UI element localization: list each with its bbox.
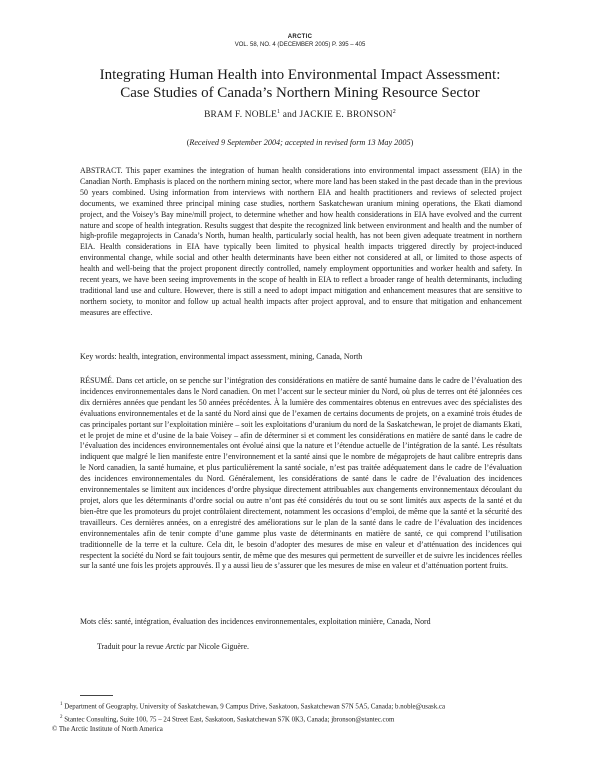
translation-journal: Arctic xyxy=(165,642,185,651)
journal-name: ARCTIC xyxy=(287,34,313,40)
volume-info: VOL. 58, NO. 4 (DECEMBER 2005) P. 395 – 405 xyxy=(234,42,366,48)
author-1-mark: 1 xyxy=(277,109,281,115)
received-dates xyxy=(0,138,600,147)
footnote-1 xyxy=(52,700,572,713)
received-open-paren: ( xyxy=(186,138,190,147)
translation-prefix: Traduit pour la revue xyxy=(97,642,166,651)
copyright-text: The Arctic Institute of North America xyxy=(57,726,163,733)
footnote-divider xyxy=(80,695,113,696)
journal-header xyxy=(0,33,600,49)
footnote-1-mark: 1 xyxy=(60,702,63,707)
translation-credit xyxy=(97,642,249,653)
author-line xyxy=(0,109,600,120)
copyright-line xyxy=(52,725,572,735)
paper-title xyxy=(40,66,560,102)
author-2-mark: 2 xyxy=(392,109,396,115)
footnote-1-text: Department of Geography, University of Saskatchewan, 9 Campus Drive, Saskatoon, Saskatchewan S7N 5A5, Canada; b.noble@usask.ca xyxy=(62,703,445,711)
mots-cles: Mots clés: santé, intégration, évaluation des incidences environnementales, exploitation minière, Canada, Nord xyxy=(80,617,431,626)
author-connector: and xyxy=(280,110,300,121)
translation-suffix: par Nicole Giguère. xyxy=(184,642,249,651)
abstract: ABSTRACT. This paper examines the integration of human health considerations into environmental impact assessment (EIA) in the Canadian North. Emphasis is placed on the northern mining sector, where more land has been staked in the past decade than in the previous 50 years combined. Using information from interviews with northern EIA and health practitioners and reviews of selected project documents, we examined three principal mining case studies, northern Saskatchewan uranium mining operations, the Ekati diamond project, and the Voisey’s Bay mine/mill project, to determine whether and how health considerations in EIA have evolved and the current nature and scope of health integration. Results suggest that despite the recognized link between environment and health and the number of high-profile megaprojects in Canada’s North, human health, particularly social health, has not been given adequate treatment in northern EIA. Health considerations in EIA have typically been limited to physical health impacts triggered directly by project-induced environmental change, while social and other health determinants have been either not considered at all, or limited to those aspects of health and well-being that the project proponent directly controlled, namely employment opportunities and worker health and safety. In recent years, we have been seeing improvements in the scope of health in EIA to reflect a broader range of health determinants, including traditional land use and culture. However, there is still a need to adopt impact mitigation and enhancement measures that are sensitive to northern society, to monitor and follow up actual health impacts after project approval, and to ensure that mitigation and enhancement measures are effective. xyxy=(80,166,522,317)
resume: RÉSUMÉ. Dans cet article, on se penche sur l’intégration des considérations en matière de santé humaine dans le cadre de l’évaluation des incidences environnementales dans le Nord canadien. On met l’accent sur le secteur minier du Nord, où plus de terres ont été jalonnées ces dix dernières années que pendant les 50 années précédentes. À la lumière des commentaires obtenus en entrevues avec des spécialistes des évaluations environnementales et de la santé du Nord ainsi que de l’examen de certains documents de projets, on a examiné trois études de cas principales portant sur l’exploitation minière – soit les exploitations d’uranium du nord de la Saskatchewan, le projet de diamants Ekati, et le projet de mine et d’usine de la baie Voisey – afin de déterminer si et comment les considérations en matière de santé dans le cadre de l’évaluation des incidences environnementales ont évolué ainsi que la nature et l’étendue actuelle de l’intégration de la santé. Les résultats indiquent que malgré le lien manifeste entre l’environnement et la santé ainsi que le nombre de mégaprojets de haut calibre entrepris dans le Nord canadien, la santé humaine, et plus particulièrement la santé sociale, n’est pas traitée adéquatement dans le cadre de l’évaluation des incidences environnementales du Nord. Généralement, les considérations de santé dans le cadre de l’évaluation des incidences environnementales se limitent aux incidences d’ordre physique directement attribuables aux changements environnementaux découlant du projet, alors que les déterminants d’ordre social ou autre n’ont pas été considérés du tout ou se sont limités aux aspects de la santé et du bien-être que les promoteurs du projet contrôlaient directement, notamment les occasions d’emploi, de même que la santé et la sécurité des travailleurs. Ces dernières années, on a enregistré des améliorations sur le plan de la santé dans le cadre de l’évaluation des incidences environnementales afin de tenir compte d’une gamme plus vaste de déterminants en matière de santé, ce qui comprend l’utilisation traditionnelle de la terre et la culture. Cela dit, le besoin d’adopter des mesures de mise en valeur et d’atténuation des incidences qui respectent la société du Nord se fait toujours sentir, de même que des mesures qui permettent de surveiller et de suivre les incidences réelles sur la santé une fois les projets approuvés. Il y a aussi lieu de s’assurer que les mesures de mise en valeur et d’atténuation portent fruits. xyxy=(80,376,522,571)
author-1: BRAM F. NOBLE xyxy=(204,110,278,121)
keywords: Key words: health, integration, environmental impact assessment, mining, Canada, North xyxy=(80,352,363,361)
copyright-symbol: © xyxy=(52,726,58,733)
footnotes xyxy=(52,700,572,735)
author-2: JACKIE E. BRONSON xyxy=(299,110,393,121)
received-close-paren: ) xyxy=(410,138,414,147)
footnote-2 xyxy=(52,713,572,726)
title-line-2: Case Studies of Canada’s Northern Mining Resource Sector xyxy=(120,85,480,101)
footnote-2-text: Stantec Consulting, Suite 100, 75 – 24 Street East, Saskatoon, Saskatchewan S7K 0K3, Canada; jbronson@stantec.com xyxy=(62,715,395,723)
received-text: Received 9 September 2004; accepted in revised form 13 May 2005 xyxy=(189,138,411,147)
footnote-2-mark: 2 xyxy=(60,714,63,720)
title-line-1: Integrating Human Health into Environmental Impact Assessment: xyxy=(99,67,501,83)
